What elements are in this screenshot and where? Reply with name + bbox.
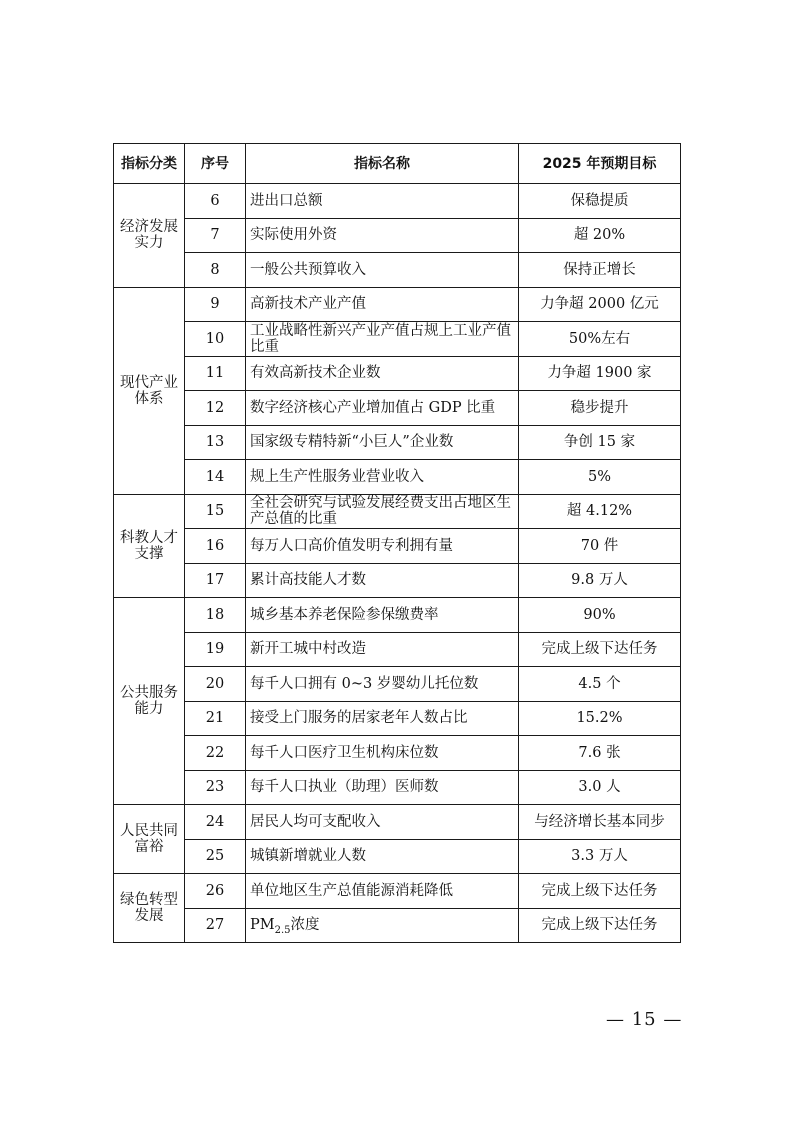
name-cell: 进出口总额 <box>246 184 519 219</box>
target-cell: 保持正增长 <box>519 253 681 288</box>
target-cell: 稳步提升 <box>519 391 681 426</box>
target-cell: 4.5 个 <box>519 667 681 702</box>
table-row <box>114 839 681 874</box>
table-row <box>114 425 681 460</box>
pm-subscript: 2.5 <box>274 925 291 937</box>
pm-prefix: PM <box>250 917 275 934</box>
seq-cell: 10 <box>185 322 246 357</box>
category-cell: 经济发展实力 <box>114 184 185 288</box>
target-cell: 超 20% <box>519 218 681 253</box>
seq-cell: 22 <box>185 736 246 771</box>
target-cell: 9.8 万人 <box>519 563 681 598</box>
name-cell: 城镇新增就业人数 <box>246 839 519 874</box>
seq-cell: 9 <box>185 287 246 322</box>
seq-cell: 24 <box>185 805 246 840</box>
category-cell: 人民共同富裕 <box>114 805 185 874</box>
name-cell: 规上生产性服务业营业收入 <box>246 460 519 495</box>
table-row <box>114 598 681 633</box>
target-cell: 超 4.12% <box>519 494 681 529</box>
name-cell: 每千人口拥有 0~3 岁婴幼儿托位数 <box>246 667 519 702</box>
category-cell: 公共服务能力 <box>114 598 185 805</box>
name-cell: 一般公共预算收入 <box>246 253 519 288</box>
header-target: 2025 年预期目标 <box>519 144 681 184</box>
target-cell: 3.0 人 <box>519 770 681 805</box>
seq-cell: 21 <box>185 701 246 736</box>
name-cell: 居民人均可支配收入 <box>246 805 519 840</box>
table-row <box>114 701 681 736</box>
seq-cell: 20 <box>185 667 246 702</box>
seq-cell: 6 <box>185 184 246 219</box>
seq-cell: 7 <box>185 218 246 253</box>
target-cell: 完成上级下达任务 <box>519 874 681 909</box>
name-cell: 累计高技能人才数 <box>246 563 519 598</box>
name-cell: 每千人口执业（助理）医师数 <box>246 770 519 805</box>
category-cell: 科教人才支撑 <box>114 494 185 598</box>
target-cell: 7.6 张 <box>519 736 681 771</box>
category-cell: 现代产业体系 <box>114 287 185 494</box>
seq-cell: 11 <box>185 356 246 391</box>
seq-cell: 8 <box>185 253 246 288</box>
table-row <box>114 805 681 840</box>
name-cell: 新开工城中村改造 <box>246 632 519 667</box>
table-row <box>114 667 681 702</box>
seq-cell: 14 <box>185 460 246 495</box>
name-cell: 每万人口高价值发明专利拥有量 <box>246 529 519 564</box>
table-row <box>114 632 681 667</box>
name-cell: 单位地区生产总值能源消耗降低 <box>246 874 519 909</box>
seq-cell: 27 <box>185 908 246 943</box>
seq-cell: 16 <box>185 529 246 564</box>
target-cell: 完成上级下达任务 <box>519 908 681 943</box>
target-cell: 15.2% <box>519 701 681 736</box>
name-cell: 高新技术产业产值 <box>246 287 519 322</box>
target-cell: 70 件 <box>519 529 681 564</box>
table-row <box>114 563 681 598</box>
name-cell: 有效高新技术企业数 <box>246 356 519 391</box>
table-row <box>114 908 681 943</box>
target-cell: 完成上级下达任务 <box>519 632 681 667</box>
target-cell: 争创 15 家 <box>519 425 681 460</box>
seq-cell: 17 <box>185 563 246 598</box>
name-cell: 接受上门服务的居家老年人数占比 <box>246 701 519 736</box>
seq-cell: 26 <box>185 874 246 909</box>
table-row <box>114 184 681 219</box>
seq-cell: 12 <box>185 391 246 426</box>
name-cell: 全社会研究与试验发展经费支出占地区生产总值的比重 <box>246 494 519 529</box>
indicator-table <box>113 143 681 943</box>
header-seq: 序号 <box>185 144 246 184</box>
seq-cell: 18 <box>185 598 246 633</box>
name-cell: 实际使用外资 <box>246 218 519 253</box>
target-cell: 力争超 2000 亿元 <box>519 287 681 322</box>
header-category: 指标分类 <box>114 144 185 184</box>
seq-cell: 25 <box>185 839 246 874</box>
table-row <box>114 736 681 771</box>
pm-suffix: 浓度 <box>290 917 320 934</box>
seq-cell: 19 <box>185 632 246 667</box>
table-row <box>114 494 681 529</box>
target-cell: 与经济增长基本同步 <box>519 805 681 840</box>
name-cell: 数字经济核心产业增加值占 GDP 比重 <box>246 391 519 426</box>
table-row <box>114 218 681 253</box>
seq-cell: 13 <box>185 425 246 460</box>
name-cell <box>246 908 519 943</box>
page-number: — 15 — <box>606 1009 683 1030</box>
target-cell: 50%左右 <box>519 322 681 357</box>
table-header-row <box>114 144 681 184</box>
seq-cell: 15 <box>185 494 246 529</box>
table-row <box>114 770 681 805</box>
target-cell: 力争超 1900 家 <box>519 356 681 391</box>
table-row <box>114 287 681 322</box>
table-row <box>114 529 681 564</box>
target-cell: 3.3 万人 <box>519 839 681 874</box>
table-row <box>114 322 681 357</box>
name-cell: 城乡基本养老保险参保缴费率 <box>246 598 519 633</box>
table-row <box>114 391 681 426</box>
header-name: 指标名称 <box>246 144 519 184</box>
target-cell: 90% <box>519 598 681 633</box>
name-cell: 国家级专精特新“小巨人”企业数 <box>246 425 519 460</box>
name-cell: 每千人口医疗卫生机构床位数 <box>246 736 519 771</box>
target-cell: 保稳提质 <box>519 184 681 219</box>
category-cell: 绿色转型发展 <box>114 874 185 943</box>
table-row <box>114 874 681 909</box>
table-row <box>114 253 681 288</box>
target-cell: 5% <box>519 460 681 495</box>
table-row <box>114 460 681 495</box>
table-row <box>114 356 681 391</box>
seq-cell: 23 <box>185 770 246 805</box>
name-cell: 工业战略性新兴产业产值占规上工业产值比重 <box>246 322 519 357</box>
